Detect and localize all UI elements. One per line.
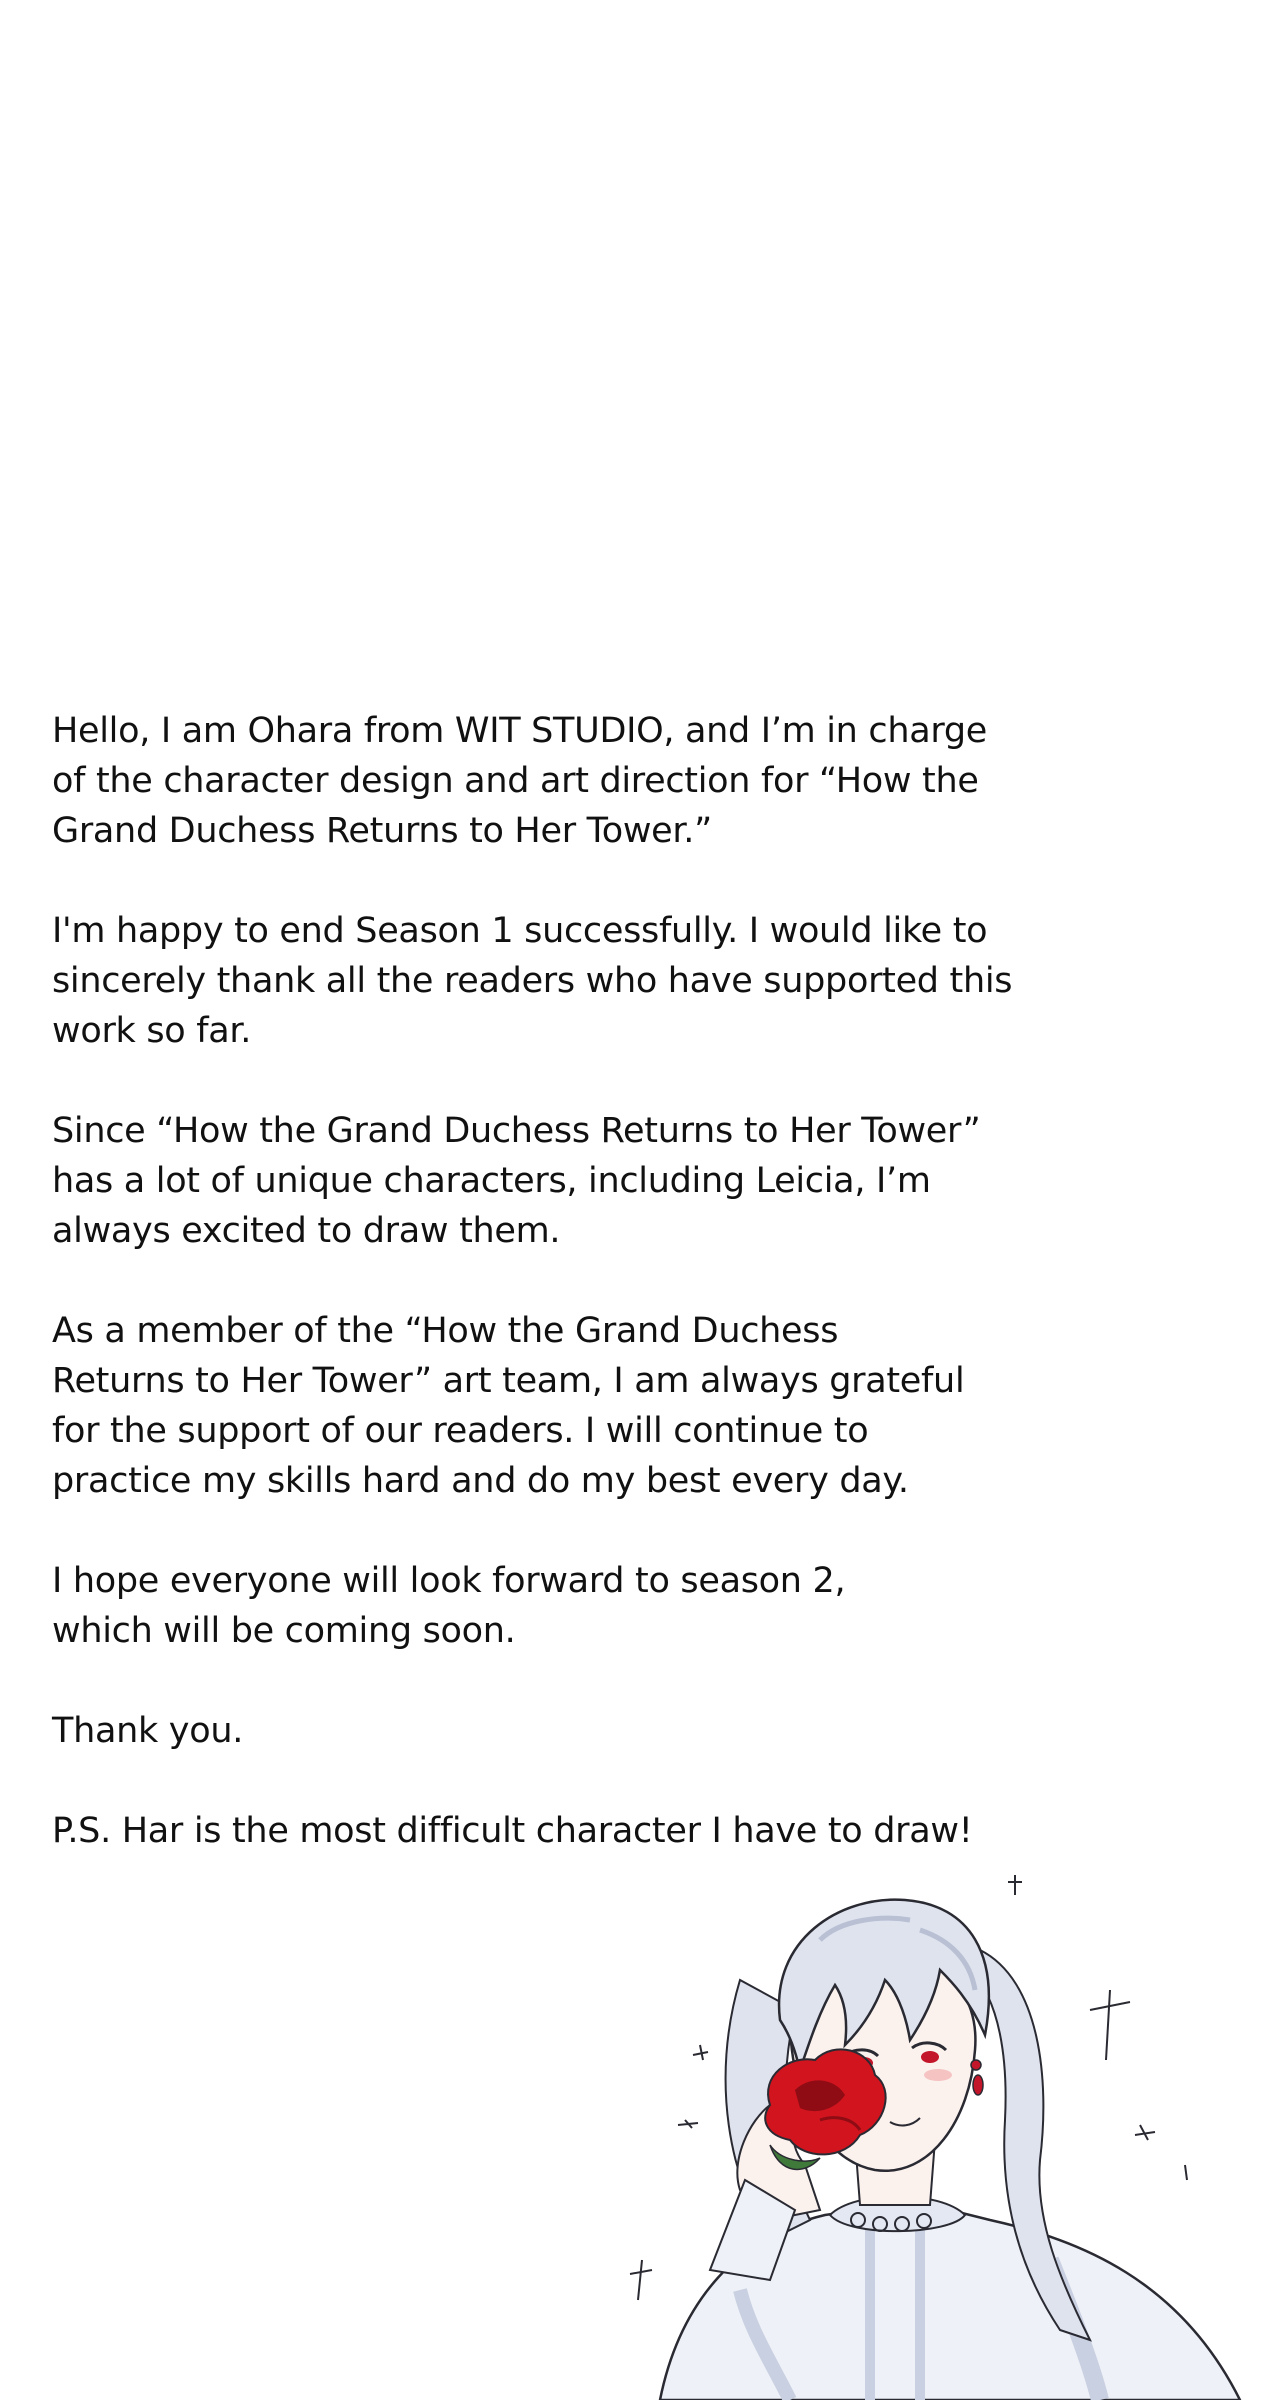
paragraph-art-team: As a member of the “How the Grand Duchess Returns to Her Tower” art team, I am always grateful for the support of our readers. I will continue to practice my skills hard and do my best every day. [52,1311,965,1501]
paragraph-intro: Hello, I am Ohara from WIT STUDIO, and I’m in charge of the character design and art direction for “How the Grand Duchess Returns to Her Tower.” [52,711,987,851]
paragraph-season-two: I hope everyone will look forward to season 2, which will be coming soon. [52,1561,846,1651]
character-illustration [620,1860,1280,2400]
paragraph-postscript: P.S. Har is the most difficult character I have to draw! [52,1811,973,1851]
character-har-holding-rose-icon [620,1860,1280,2400]
paragraph-thanks: Thank you. [52,1711,244,1751]
paragraph-season-end: I'm happy to end Season 1 successfully. I would like to sincerely thank all the readers who have supported this work so far. [52,911,1013,1051]
afterword-letter [52,706,1072,1906]
paragraph-characters: Since “How the Grand Duchess Returns to Her Tower” has a lot of unique characters, including Leicia, I’m always excited to draw them. [52,1111,981,1251]
